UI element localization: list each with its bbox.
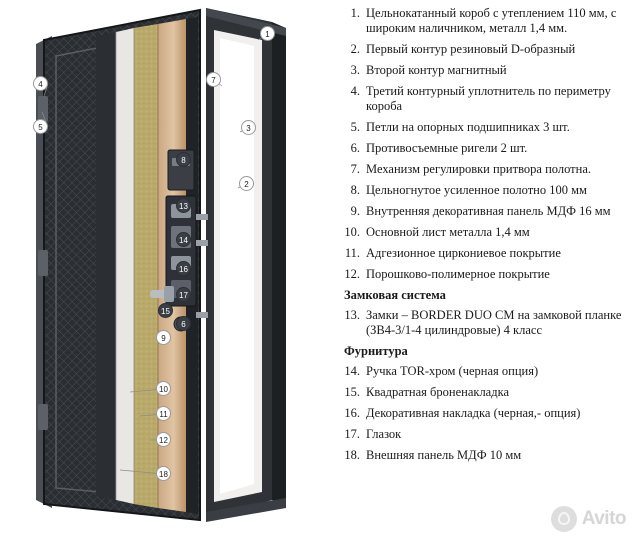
legend-item-number: 18.	[344, 448, 360, 462]
legend-item-text: Цельнокатанный короб с утеплением 110 мм, с широким наличником, металл 1,4 мм.	[366, 6, 617, 35]
legend-item-text: Ручка TOR-хром (черная опция)	[366, 364, 539, 378]
legend-item-number: 4.	[350, 84, 360, 98]
legend-item-number: 14.	[344, 364, 360, 378]
legend-item-text: Внешняя панель МДФ 10 мм	[366, 448, 522, 462]
legend-item-text: Декоративная накладка (черная,- опция)	[366, 406, 581, 420]
legend-item-number: 13.	[344, 308, 360, 322]
legend-item-text: Внутренняя декоративная панель МДФ 16 мм	[366, 204, 611, 218]
callout-13: 13	[176, 198, 191, 213]
callout-9: 9	[156, 330, 171, 345]
legend-item	[344, 364, 632, 379]
callout-12: 12	[156, 432, 171, 447]
avito-watermark-text: Avito	[581, 508, 626, 529]
callout-16: 16	[176, 261, 191, 276]
section-heading-lock-system: Замковая система	[344, 288, 446, 302]
callout-15: 15	[158, 303, 173, 318]
callout-11: 11	[156, 406, 171, 421]
callout-4: 4	[33, 76, 48, 91]
legend-item-number: 16.	[344, 406, 360, 420]
callout-17: 17	[176, 287, 191, 302]
callout-18: 18	[156, 466, 171, 481]
legend-item	[344, 427, 632, 442]
legend-item	[344, 204, 632, 219]
legend-item-text: Замки – BORDER DUO CM на замковой планке (ЗВ4-3/1-4 цилиндровые) 4 класс	[366, 308, 622, 337]
legend-item	[344, 385, 632, 400]
legend-item-text: Квадратная броненакладка	[366, 385, 510, 399]
section-heading-hardware: Фурнитура	[344, 344, 408, 358]
callout-2: 2	[239, 176, 254, 191]
legend-item-text: Третий контурный уплотнитель по периметру короба	[366, 84, 611, 113]
legend-item	[344, 308, 632, 338]
legend-item	[344, 120, 632, 135]
legend-item-text: Адгезионное циркониевое покрытие	[366, 246, 561, 260]
legend-item	[344, 141, 632, 156]
legend-item-text: Порошково-полимерное покрытие	[366, 267, 550, 281]
legend-item-text: Основной лист металла 1,4 мм	[366, 225, 530, 239]
legend-item-text: Противосъемные ригели 2 шт.	[366, 141, 528, 155]
legend-item	[344, 246, 632, 261]
legend-item	[344, 183, 632, 198]
callout-3: 3	[241, 120, 256, 135]
legend-item-number: 1.	[350, 6, 360, 20]
legend-item	[344, 6, 632, 36]
legend-item	[344, 267, 632, 282]
legend-item-number: 17.	[344, 427, 360, 441]
legend-item-number: 15.	[344, 385, 360, 399]
specification-legend	[344, 6, 632, 534]
legend-item	[344, 63, 632, 78]
legend-item	[344, 225, 632, 240]
legend-item	[344, 162, 632, 177]
callout-7: 7	[206, 72, 221, 87]
legend-item-text: Первый контур резиновый D-образный	[366, 42, 576, 56]
legend-item-text: Второй контур магнитный	[366, 63, 507, 77]
legend-item-number: 8.	[350, 183, 360, 197]
legend-item	[344, 406, 632, 421]
callout-5: 5	[33, 119, 48, 134]
legend-item-number: 10.	[344, 225, 360, 239]
legend-item-text: Механизм регулировки притвора полотна.	[366, 162, 591, 176]
legend-item-number: 2.	[350, 42, 360, 56]
legend-item-text: Цельногнутое усиленное полотно 100 мм	[366, 183, 587, 197]
callout-6: 6	[176, 316, 191, 331]
legend-item-number: 12.	[344, 267, 360, 281]
callout-14: 14	[176, 232, 191, 247]
legend-item	[344, 84, 632, 114]
legend-item-text: Петли на опорных подшипниках 3 шт.	[366, 120, 570, 134]
avito-logo-icon	[551, 506, 577, 532]
legend-item-number: 9.	[350, 204, 360, 218]
avito-watermark	[551, 506, 626, 532]
legend-item	[344, 448, 632, 463]
callout-1: 1	[260, 26, 275, 41]
legend-item-number: 6.	[350, 141, 360, 155]
callout-10: 10	[156, 381, 171, 396]
callout-8: 8	[176, 152, 191, 167]
legend-item	[344, 42, 632, 57]
legend-item-number: 7.	[350, 162, 360, 176]
legend-item-number: 3.	[350, 63, 360, 77]
legend-item-text: Глазок	[366, 427, 402, 441]
legend-item-number: 11.	[344, 246, 360, 260]
legend-item-number: 5.	[350, 120, 360, 134]
